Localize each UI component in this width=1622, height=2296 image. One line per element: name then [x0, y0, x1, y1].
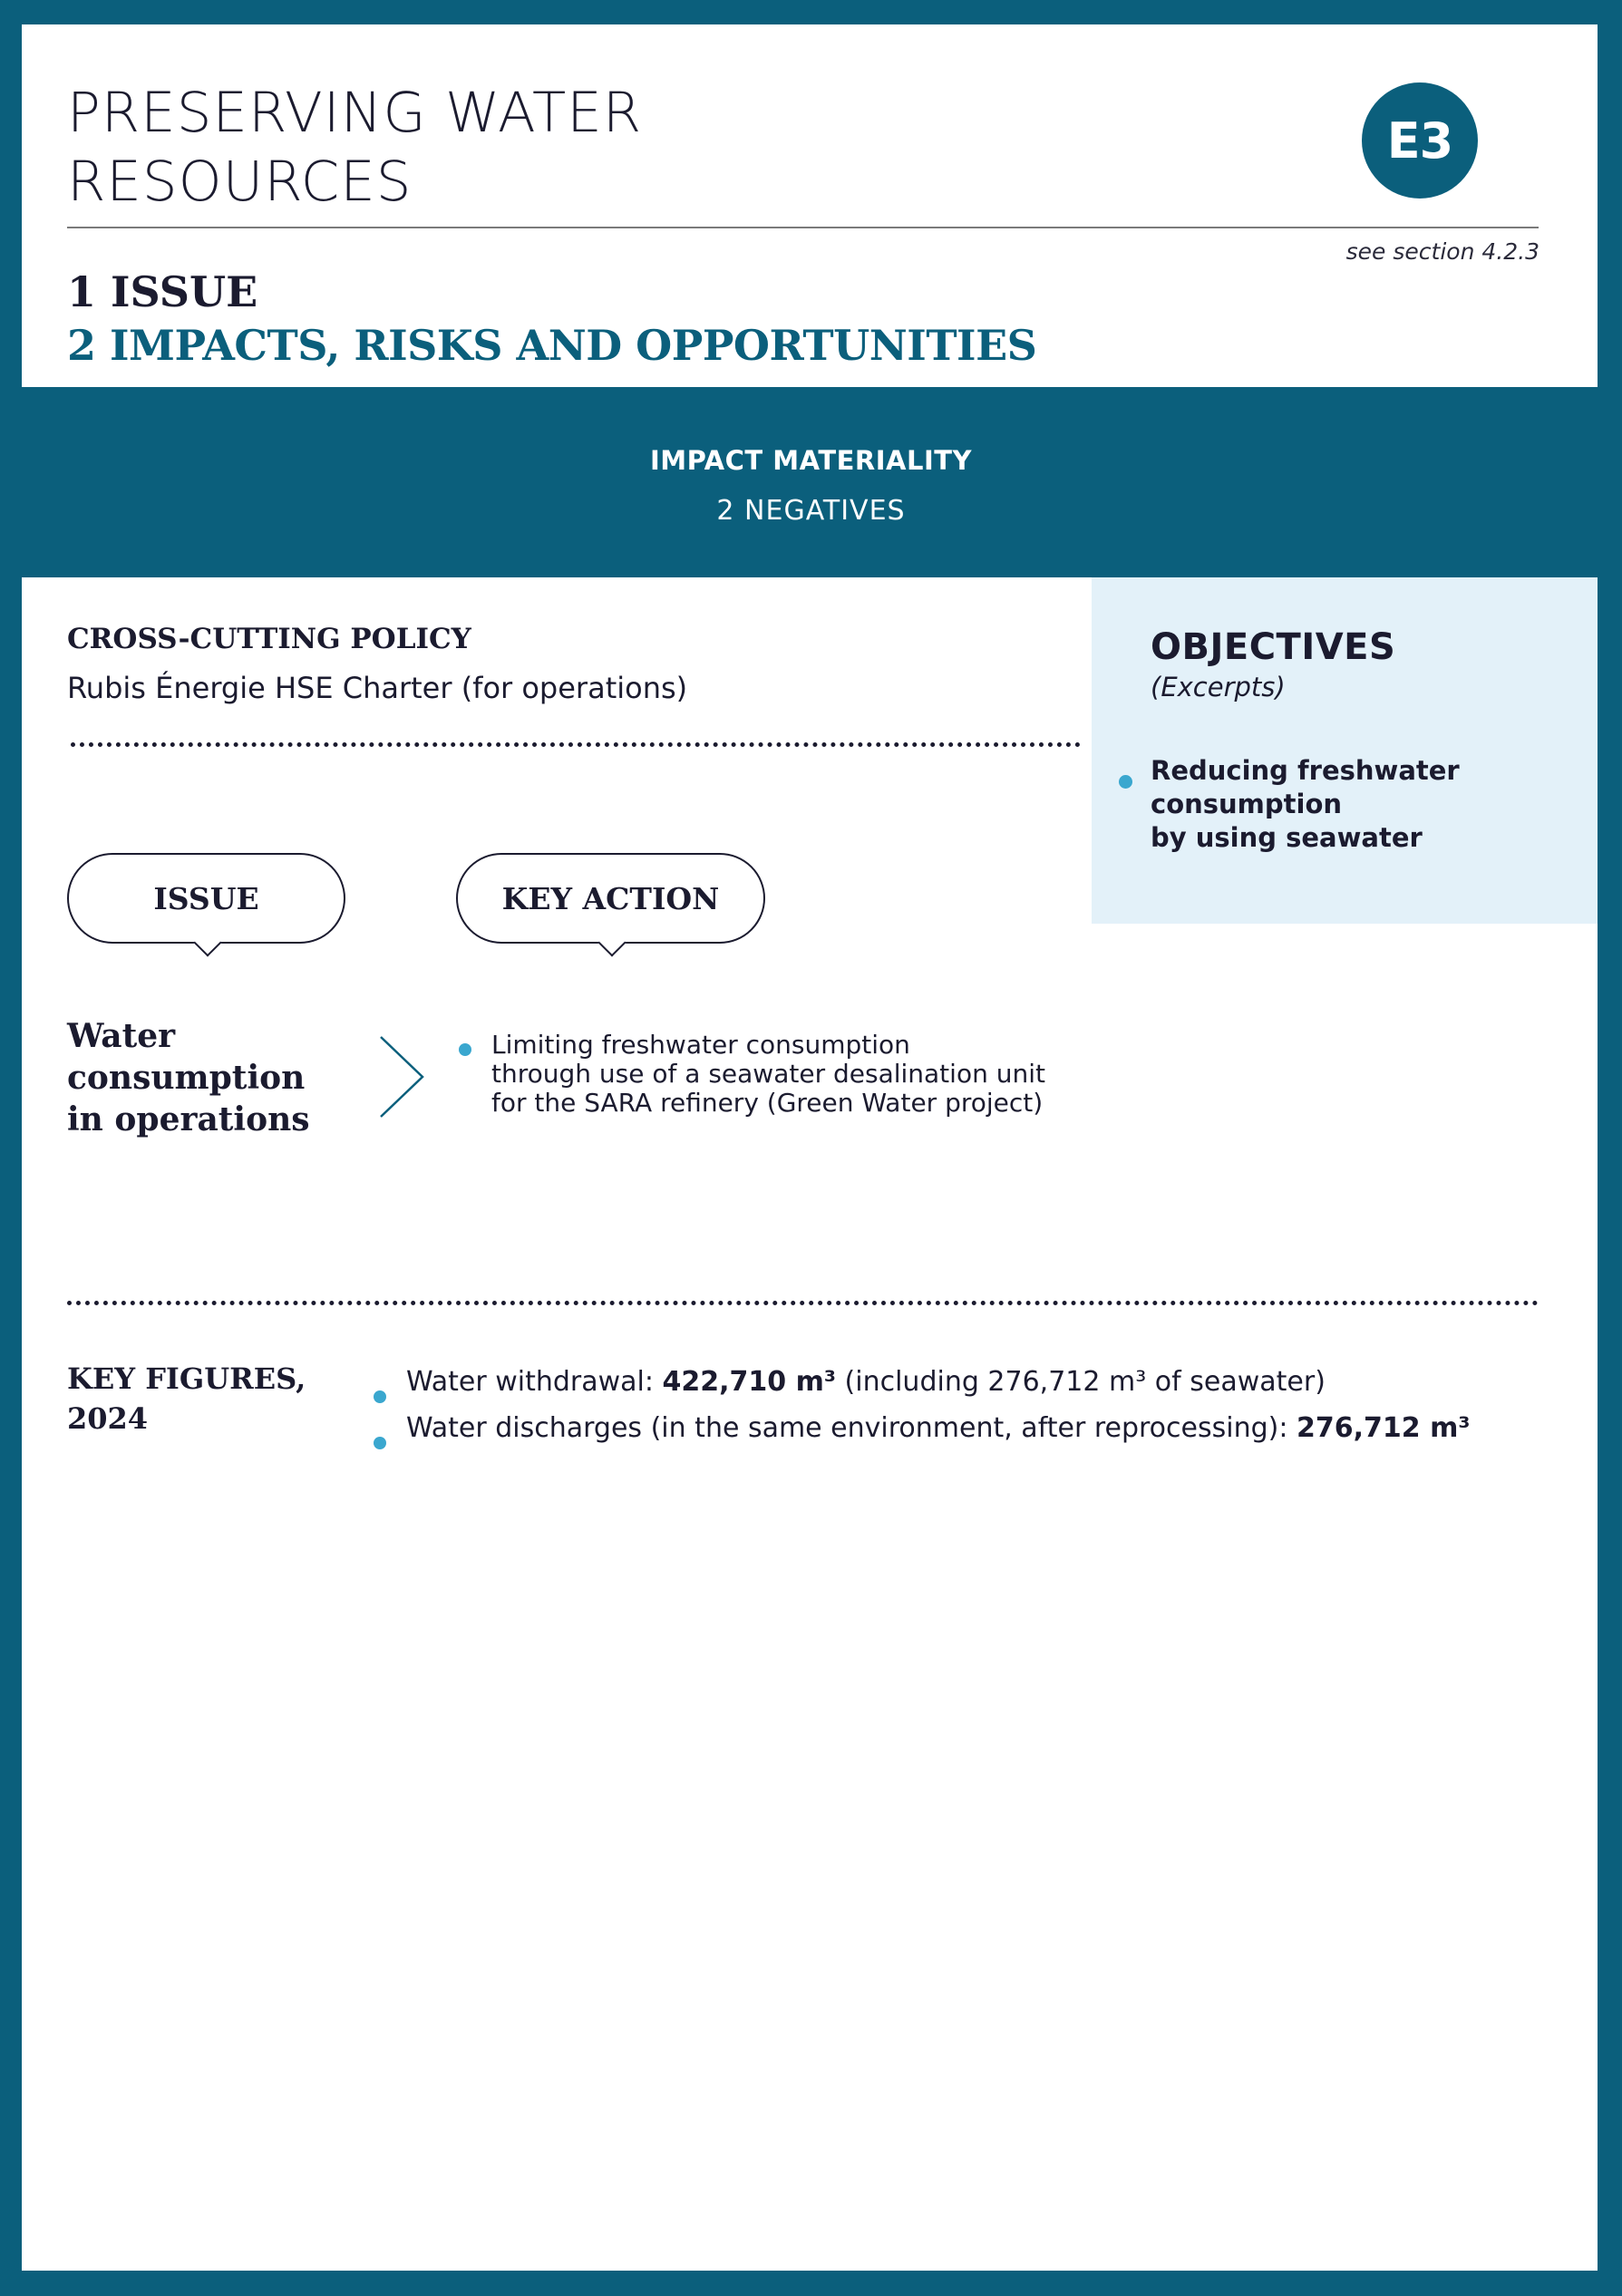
key-figures-label — [67, 1359, 306, 1439]
section-badge: E3 — [1362, 82, 1478, 199]
speech-tail-icon — [597, 928, 626, 956]
header-divider — [67, 227, 1539, 228]
objective-line: Reducing freshwater — [1151, 755, 1460, 786]
key-action-line: for the SARA refinery (Green Water project) — [491, 1088, 1044, 1118]
bullet-dot-icon — [374, 1390, 386, 1403]
objectives-panel — [1092, 576, 1598, 924]
iro-count: 2 IMPACTS, RISKS AND OPPORTUNITIES — [67, 321, 1037, 370]
key-figures-label-line: KEY FIGURES, — [67, 1361, 306, 1396]
issue-column-label — [67, 853, 345, 944]
key-action-line: through use of a seawater desalination unit — [491, 1059, 1045, 1089]
objective-line: consumption — [1151, 789, 1343, 819]
key-figure-withdrawal — [406, 1366, 1326, 1398]
key-action-column-label — [456, 853, 765, 944]
bullet-dot-icon — [459, 1043, 471, 1056]
issue-label-text: ISSUE — [153, 880, 259, 916]
key-figures-year: 2024 — [67, 1401, 149, 1436]
withdrawal-suffix: (including 276,712 m³ of seawater) — [836, 1366, 1326, 1398]
key-action-text — [491, 1031, 1045, 1118]
key-figure-discharges — [406, 1412, 1470, 1444]
policy-text: Rubis Énergie HSE Charter (for operations) — [67, 671, 688, 705]
page-sheet — [22, 24, 1598, 2271]
objectives-subtitle: (Excerpts) — [1151, 672, 1286, 702]
issue-line: consumption — [67, 1059, 306, 1097]
issue-name — [67, 1015, 310, 1140]
discharges-prefix: Water discharges (in the same environment, after reprocessing): — [406, 1412, 1297, 1444]
title-line-1: PRESERVING WATER — [67, 81, 643, 145]
materiality-subtitle: 2 NEGATIVES — [716, 495, 906, 527]
objective-item — [1151, 754, 1568, 855]
bullet-dot-icon — [1119, 775, 1132, 789]
issue-line: in operations — [67, 1100, 310, 1138]
issue-count: 1 ISSUE — [67, 267, 258, 316]
bullet-dot-icon — [374, 1437, 386, 1449]
policy-label: CROSS-CUTTING POLICY — [67, 623, 471, 655]
chevron-right-icon — [375, 1032, 430, 1122]
key-action-line: Limiting freshwater consumption — [491, 1030, 910, 1060]
key-action-label-text: KEY ACTION — [501, 880, 720, 916]
issue-line: Water — [67, 1017, 176, 1055]
withdrawal-prefix: Water withdrawal: — [406, 1366, 663, 1398]
see-section-reference: see section 4.2.3 — [1345, 238, 1539, 265]
materiality-title: IMPACT MATERIALITY — [649, 445, 973, 476]
discharges-value: 276,712 m³ — [1296, 1412, 1471, 1444]
page-title — [67, 79, 642, 217]
impact-materiality-band — [0, 387, 1622, 577]
withdrawal-value: 422,710 m³ — [662, 1366, 837, 1398]
title-line-2: RESOURCES — [67, 150, 413, 214]
dotted-divider — [71, 742, 1081, 747]
dotted-divider — [67, 1301, 1539, 1305]
speech-tail-icon — [193, 928, 221, 956]
objectives-title: OBJECTIVES — [1151, 626, 1396, 668]
objective-line: by using seawater — [1151, 822, 1423, 853]
